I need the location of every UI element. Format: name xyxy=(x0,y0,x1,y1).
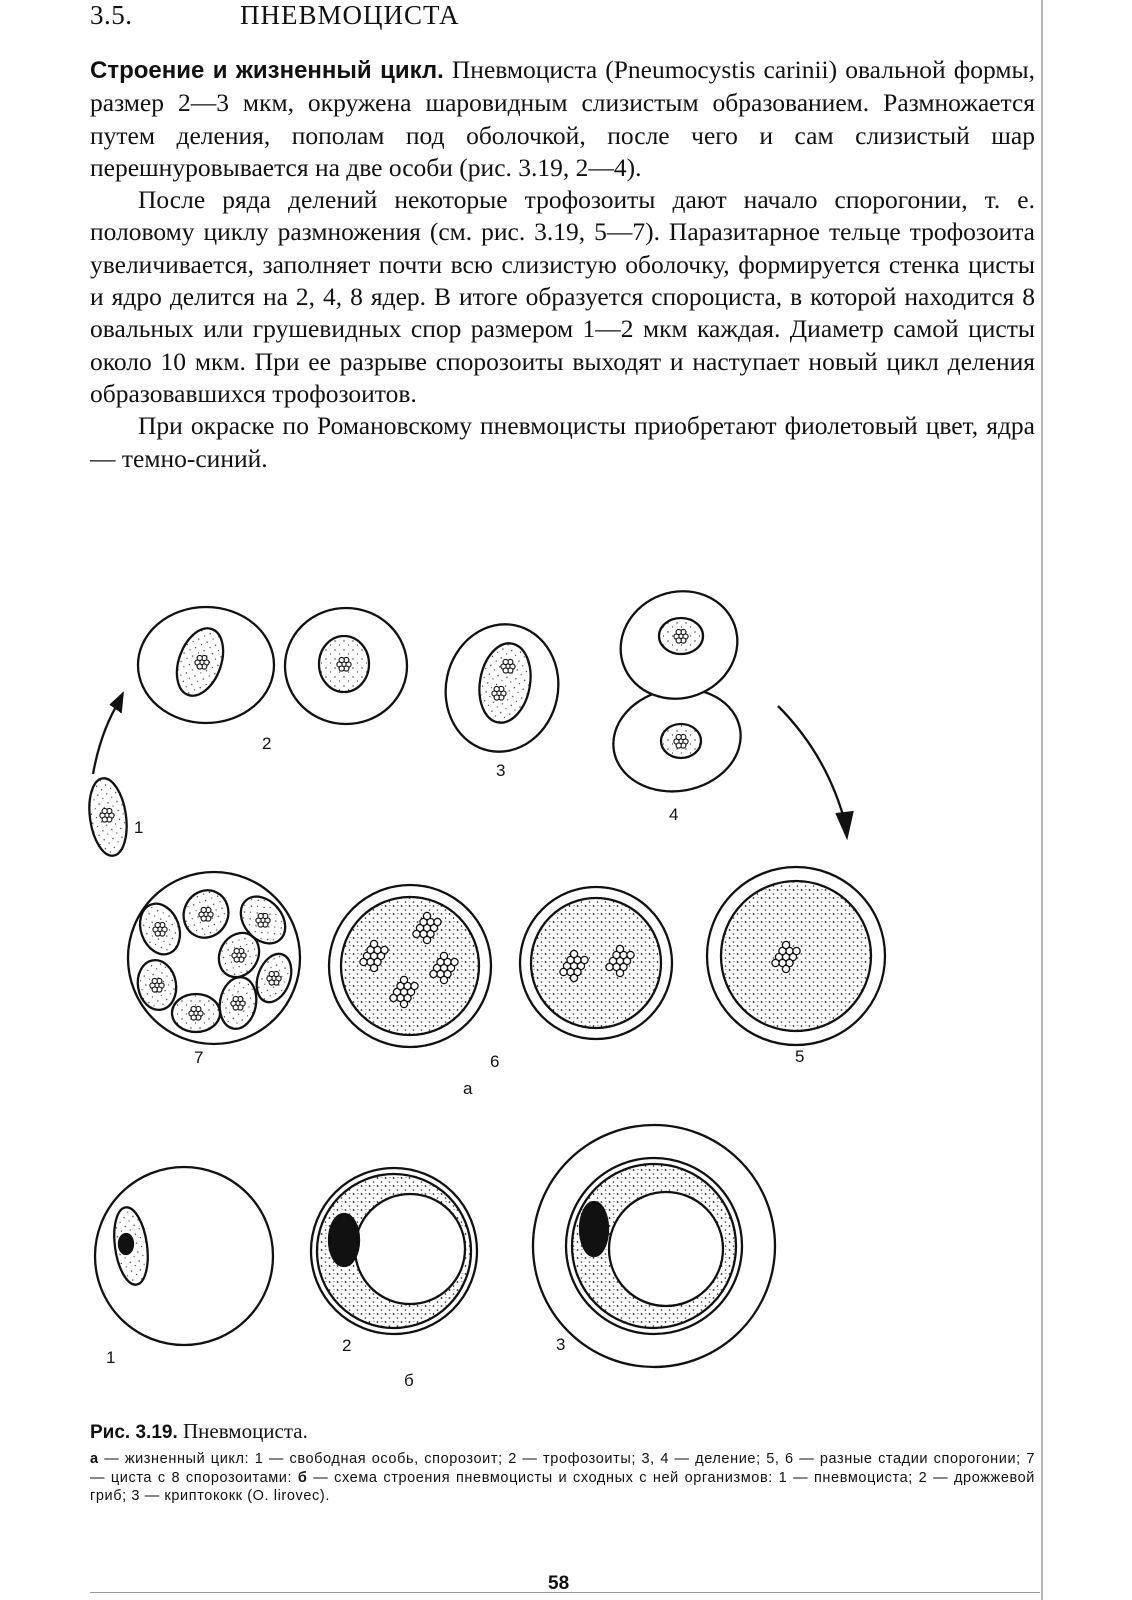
label-b2: 2 xyxy=(342,1336,352,1355)
caption-figure-title: Пневмоциста. xyxy=(177,1419,308,1443)
stage-6-sporogony xyxy=(329,885,491,1047)
label-a6: 6 xyxy=(490,1052,500,1071)
caption-part-a-tag: а xyxy=(90,1451,99,1467)
section-number: 3.5. xyxy=(90,0,133,30)
b1-pneumocystis xyxy=(95,1167,273,1345)
label-part-b: б xyxy=(404,1371,414,1390)
paragraph-3: При окраске по Романовскому пневмоцисты приобретают фиолетовый цвет, ядра — темно-синий. xyxy=(90,411,1035,473)
stage-1-sporozoite xyxy=(85,776,132,858)
caption-figure-ref: Рис. 3.19. xyxy=(90,1422,178,1443)
label-b1: 1 xyxy=(106,1348,116,1367)
stage-4-division xyxy=(605,575,752,801)
caption-body xyxy=(90,1450,1035,1506)
caption-title xyxy=(90,1418,1035,1446)
label-a2: 2 xyxy=(262,734,272,753)
stage-2-trophozoites xyxy=(138,607,407,724)
stage-6b-sporogony xyxy=(520,887,672,1039)
label-a5: 5 xyxy=(795,1047,805,1066)
label-b3: 3 xyxy=(556,1335,566,1354)
label-a3: 3 xyxy=(496,761,506,780)
b3-cryptococcus xyxy=(533,1125,775,1367)
arrow-1-to-2 xyxy=(93,693,123,774)
stage-5-sporogony xyxy=(707,867,885,1045)
stage-7-cyst-8-sporozoites xyxy=(128,872,300,1044)
stage-3-division xyxy=(434,614,570,762)
arrow-4-to-5 xyxy=(778,706,853,838)
label-part-a: а xyxy=(463,1079,473,1098)
paragraph-2: После ряда делений некоторые трофозоиты дают начало спорогонии, т. е. половому циклу размножения (см. рис. 3.19, 5—7). Паразитарное тельце трофозоита увеличивается, заполняет почти всю слизистую оболочку, формируется стенка цисты и ядро делится на 2, 4, 8 ядер. В итоге образуется спороциста, в которой находится 8 овальных или грушевидных спор размером 1—2 мкм каждая. Диаметр самой цисты около 10 мкм. При ее разрыве спорозоиты выходят и наступает новый цикл деления образовавшихся трофозоитов. xyxy=(90,185,1035,408)
b2-yeast-fungus xyxy=(311,1168,477,1334)
figure-caption xyxy=(90,1418,1035,1506)
caption-part-a-text: — жизненный цикл: 1 — свободная особь, спорозоит; 2 — трофозоиты; 3, 4 — деление; 5, 6 — разные стадии спорогонии; 7 — циста с 8 спорозоитами: xyxy=(90,1451,1035,1486)
label-a1: 1 xyxy=(134,818,144,837)
paragraph-1-text: Пневмоциста (Pneumocystis carinii) овальной формы, размер 2—3 мкм, окружена шаровидным слизистым образованием. Размножается путем деления, пополам под оболочкой, после чего и сам слизистый шар перешнуровывается на две особи (рис. 3.19, 2—4). xyxy=(90,55,1036,182)
label-a4: 4 xyxy=(669,805,679,824)
label-a7: 7 xyxy=(194,1048,204,1067)
caption-part-b-tag: б xyxy=(297,1469,308,1486)
page-number: 58 xyxy=(548,1573,570,1594)
paragraph-lead: Строение и жизненный цикл. xyxy=(90,57,444,84)
section-title: ПНЕВМОЦИСТА xyxy=(240,0,460,30)
caption-part-b-text: — схема строения пневмоцисты и сходных с ней организмов: 1 — пневмоциста; 2 — дрожжевой гриб; 3 — криптококк (O. lirovec). xyxy=(90,1469,1035,1505)
